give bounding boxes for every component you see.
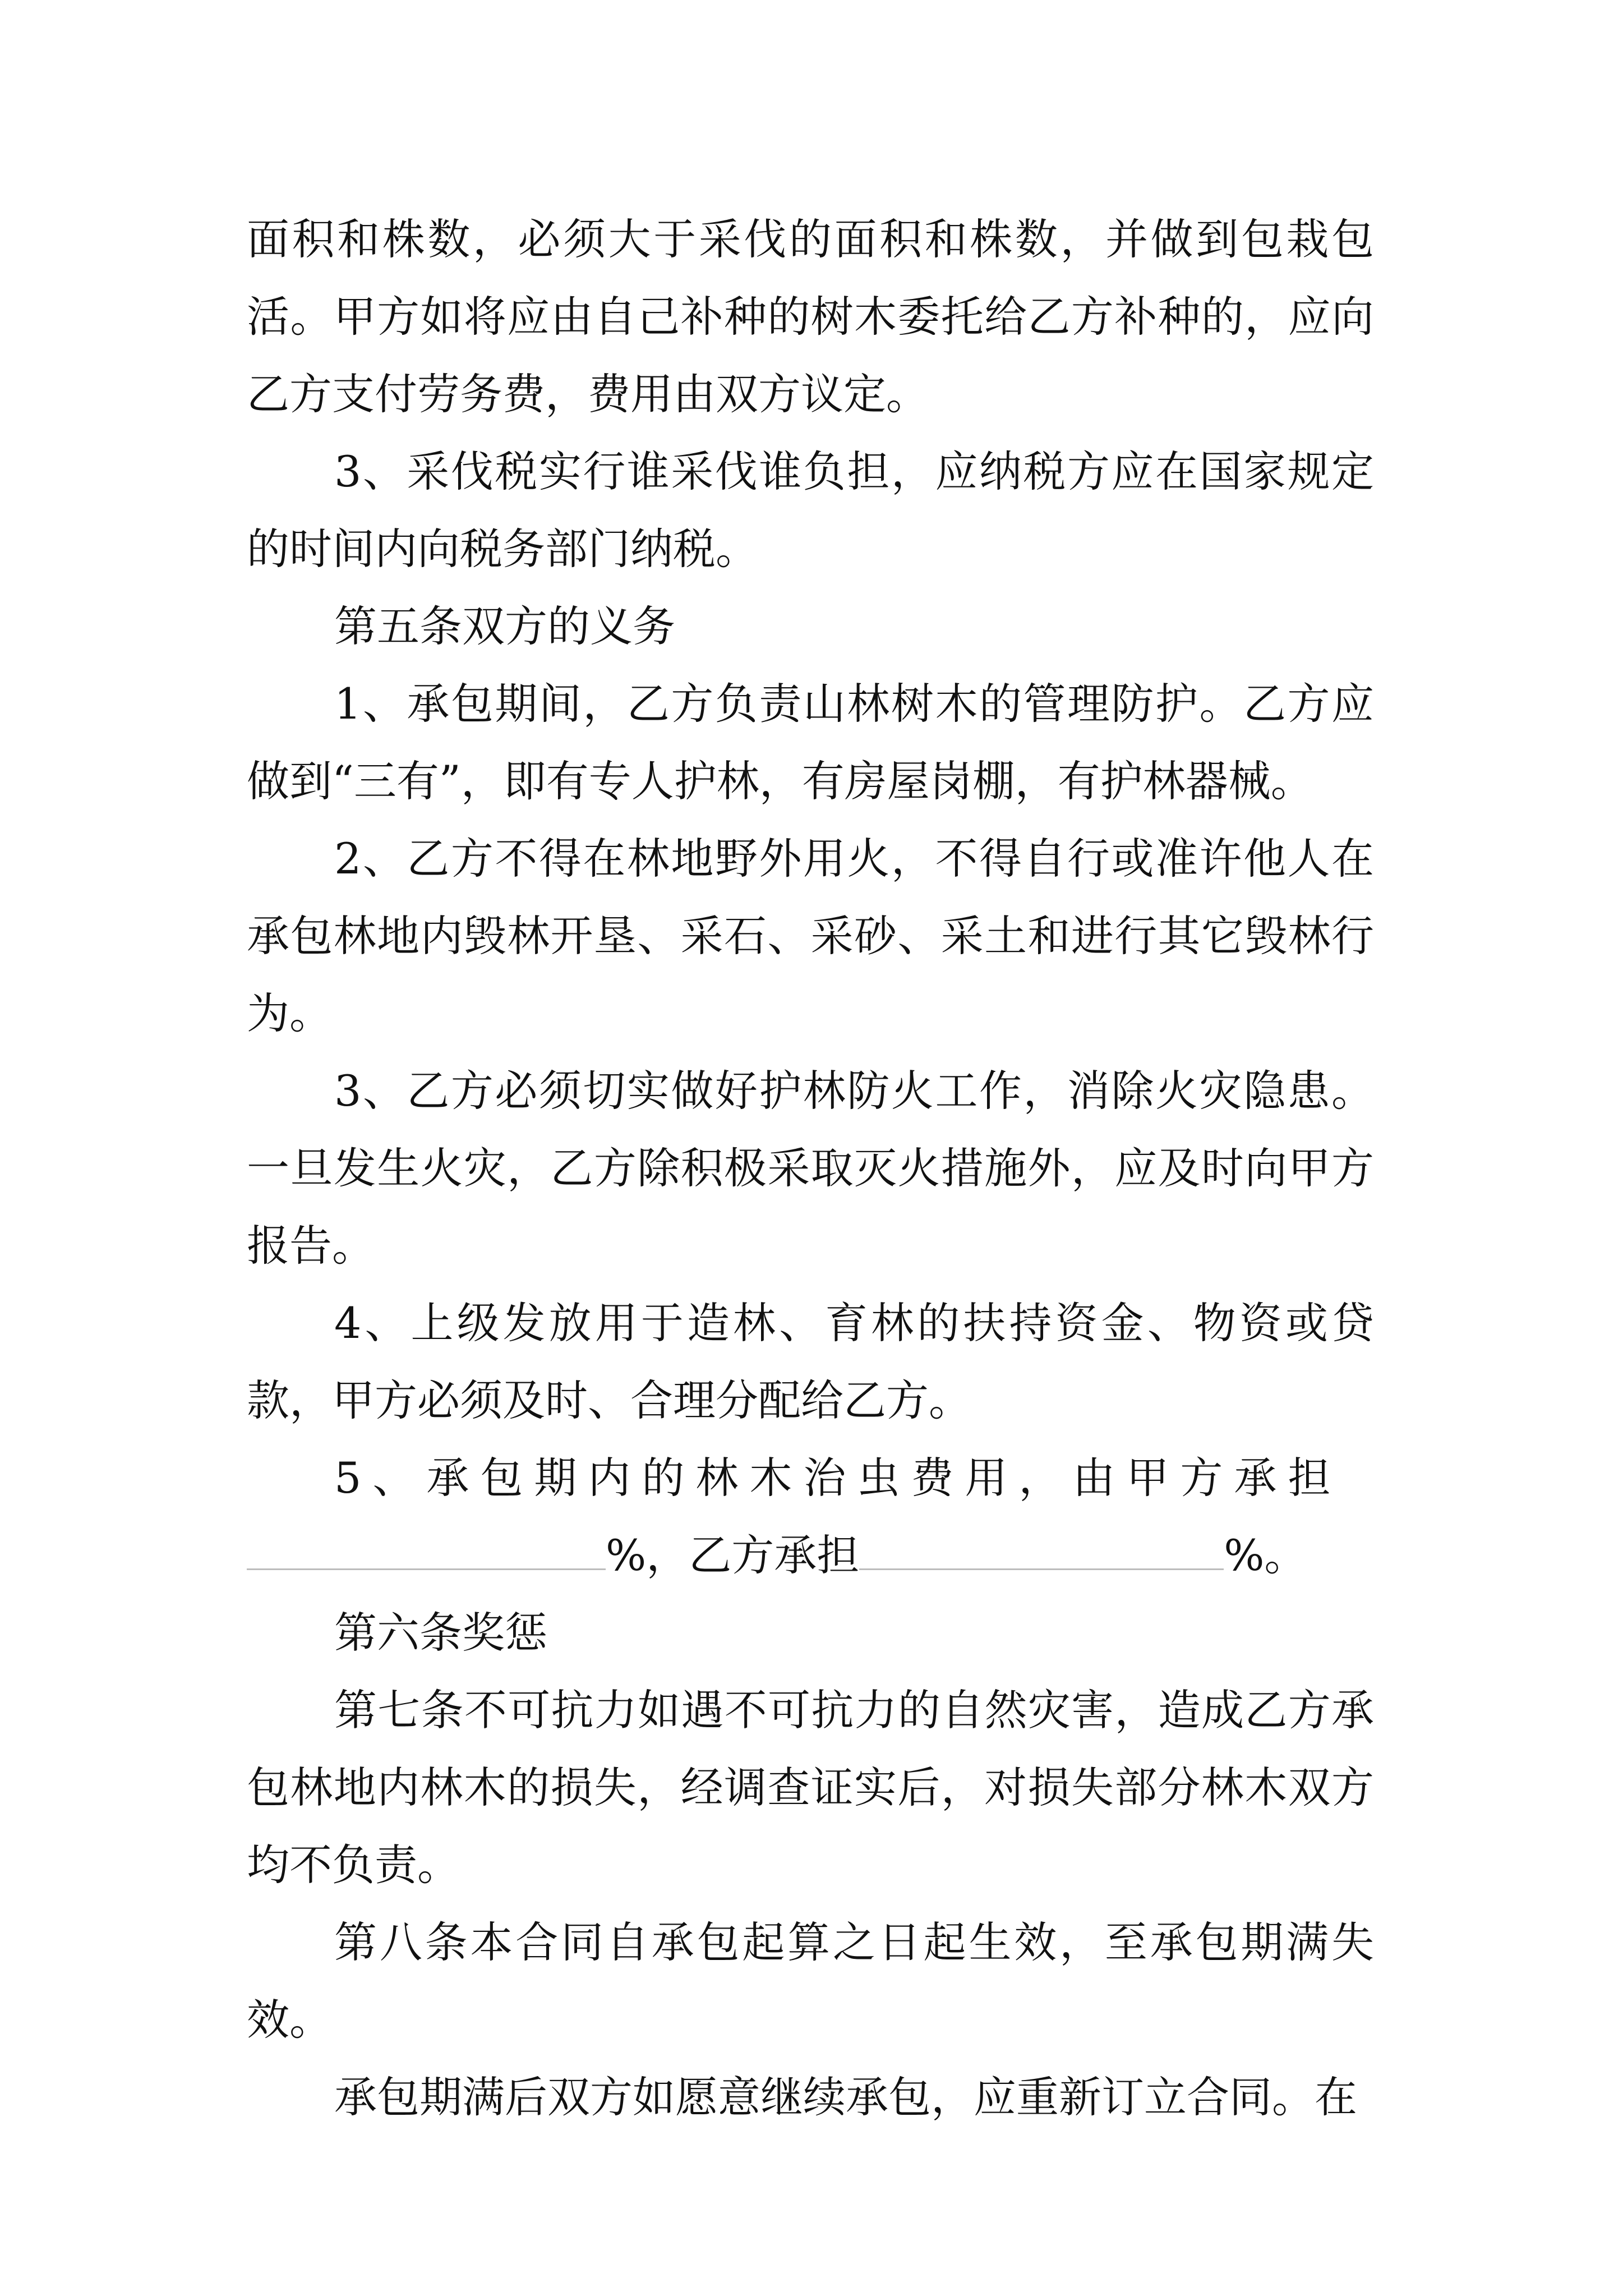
blank-field-yi-share [859, 1563, 1224, 1570]
clause5-lead: 5、承包期内的林木治虫费用，由甲方承担 [334, 1453, 1342, 1503]
clause5-end: %。 [1224, 1530, 1307, 1580]
paragraph-renewal: 承包期满后双方如愿意继续承包，应重新订立合同。在 [334, 2072, 1357, 2122]
blank-field-jia-share [247, 1563, 606, 1570]
heading-article-6: 第六条奖惩 [334, 1608, 547, 1658]
paragraph-duty-4: 4、上级发放用于造林、育林的扶持资金、物资或贷款，甲方必须及时、合理分配给乙方。 [247, 1298, 1374, 1425]
clause5-mid: %，乙方承担 [606, 1530, 860, 1580]
document-body [247, 201, 1374, 2136]
paragraph-duty-5 [247, 1439, 1374, 1517]
paragraph-tax: 3、采伐税实行谁采伐谁负担，应纳税方应在国家规定的时间内向税务部门纳税。 [247, 447, 1374, 574]
paragraph-duty-3: 3、乙方必须切实做好护林防火工作，消除火灾隐患。一旦发生火灾，乙方除积极采取灭火措施外，应及时向甲方报告。 [247, 1066, 1374, 1271]
paragraph-article-7: 第七条不可抗力如遇不可抗力的自然灾害，造成乙方承包林地内林木的损失，经调查证实后，对损失部分林木双方均不负责。 [247, 1685, 1374, 1890]
paragraph-duty-5-blanks [247, 1517, 1374, 1594]
heading-article-5: 第五条双方的义务 [334, 601, 675, 651]
paragraph-duty-2: 2、乙方不得在林地野外用火，不得自行或准许他人在承包林地内毁林开垦、采石、采砂、采土和进行其它毁林行为。 [247, 834, 1374, 1038]
paragraph-continuation: 面积和株数，必须大于采伐的面积和株数，并做到包栽包活。甲方如将应由自己补种的树木委托给乙方补种的，应向乙方支付劳务费，费用由双方议定。 [247, 214, 1374, 419]
paragraph-duty-1: 1、承包期间，乙方负责山林树木的管理防护。乙方应做到“三有”，即有专人护林，有房屋岗棚，有护林器械。 [247, 679, 1374, 806]
paragraph-article-8: 第八条本合同自承包起算之日起生效，至承包期满失效。 [247, 1917, 1374, 2045]
